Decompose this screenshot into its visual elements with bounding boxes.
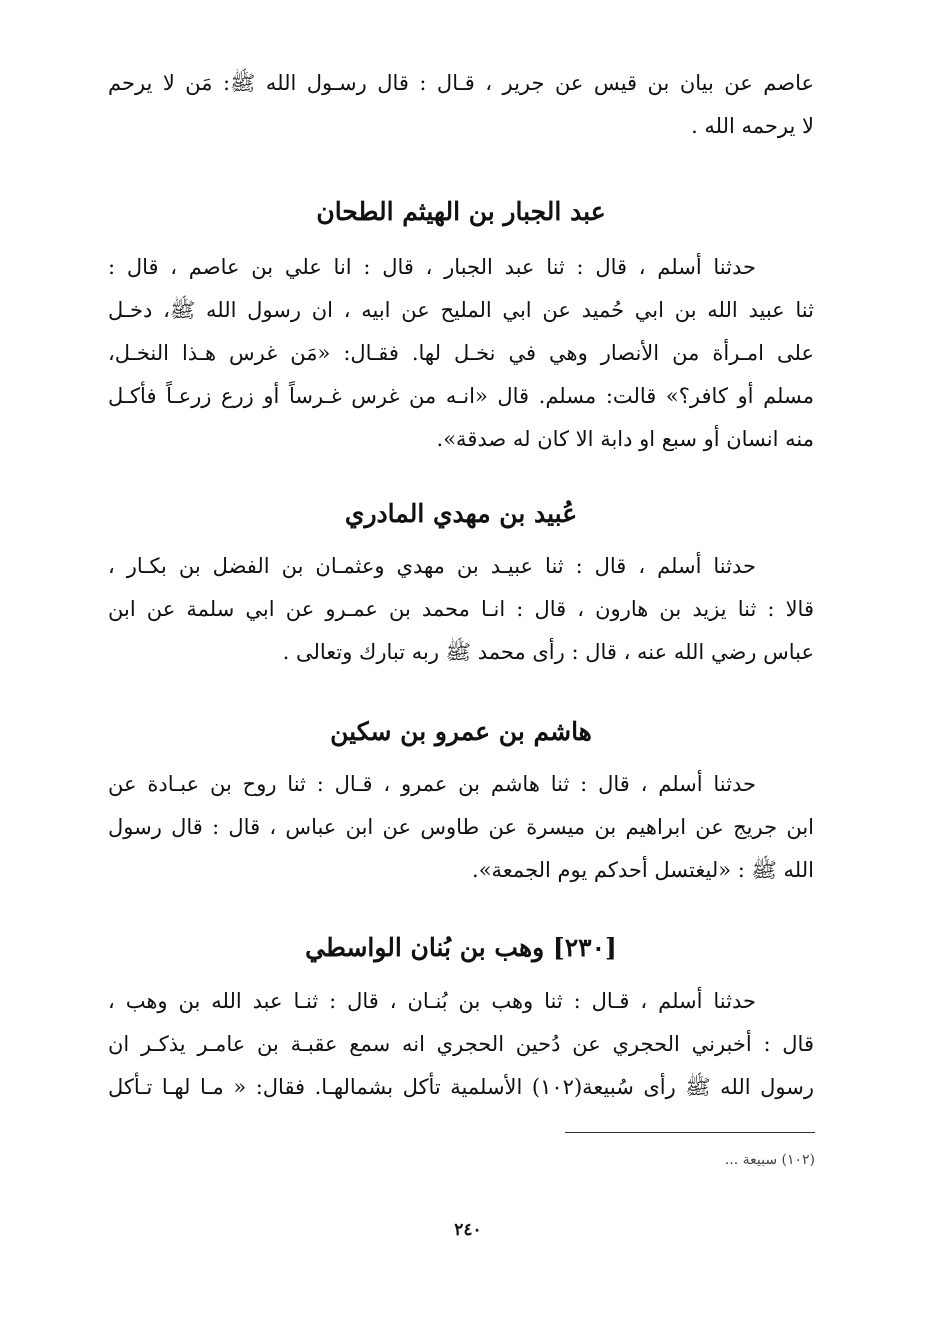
- section-paragraph: [108, 980, 814, 1109]
- text-line: لا يرحمه الله .: [691, 114, 814, 138]
- footnote: (١٠٢) سبيعة ...: [724, 1152, 815, 1168]
- section-heading: عُبيد بن مهدي المادري: [344, 499, 578, 528]
- intro-paragraph: [108, 62, 814, 148]
- text-line: حدثنا أسلم ، قـال : ثنا وهب بن بُنـان ، قال : ثنـا عبد الله بن وهب ،: [108, 989, 756, 1013]
- section-heading: هاشم بن عمرو بن سكين: [330, 717, 592, 746]
- text-line: مسلم أو كافر؟» قالت: مسلم. قال «انـه من غرس غـرساً أو زرع زرعـاً فأكـل: [108, 384, 814, 408]
- text-line: حدثنا أسلم ، قال : ثنا هاشم بن عمرو ، قـال : ثنا روح بن عبـادة عن: [108, 772, 756, 796]
- section-heading: [٢٣٠] وهب بن بُنان الواسطي: [305, 933, 617, 962]
- text-line: ابن جريج عن ابراهيم بن ميسرة عن طاوس عن ابن عباس ، قال : قال رسول: [108, 815, 814, 839]
- text-line: رسول الله ﷺ رأى سُبيعة(١٠٢) الأسلمية تأكل بشمالهـا. فقال: « مـا لهـا تـأكل: [108, 1075, 814, 1099]
- text-line: ثنا عبيد الله بن ابي حُميد عن ابي المليح عن ابيه ، ان رسول الله ﷺ، دخـل: [108, 298, 814, 322]
- text-line: قالا : ثنا يزيد بن هارون ، قال : انـا محمد بن عمـرو عن ابي سلمة عن ابن: [108, 597, 814, 621]
- text-line: حدثنا أسلم ، قال : ثنا عبد الجبار ، قال : انا علي بن عاصم ، قال :: [108, 255, 756, 279]
- section-heading: عبد الجبار بن الهيثم الطحان: [316, 197, 606, 226]
- text-line: قال : أخبرني الحجري عن دُحين الحجري انه سمع عقبـة بن عامـر يذكـر ان: [108, 1032, 814, 1056]
- section-paragraph: [108, 545, 814, 674]
- text-line: الله ﷺ : «ليغتسل أحدكم يوم الجمعة».: [472, 858, 814, 882]
- footnote-divider: [565, 1132, 815, 1133]
- text-line: على امـرأة من الأنصار وهي في نخـل لها. فقـال: «مَن غرس هـذا النخـل،: [108, 341, 814, 365]
- text-line: عاصم عن بيان بن قيس عن جرير ، قـال : قال رسـول الله ﷺ: مَن لا يرحم: [108, 71, 814, 95]
- section-paragraph: [108, 246, 814, 461]
- text-line: عباس رضي الله عنه ، قال : رأى محمد ﷺ ربه تبارك وتعالى .: [282, 640, 814, 664]
- text-line: حدثنا أسلم ، قال : ثنا عبيـد بن مهدي وعثمـان بن الفضل بن بكـار ،: [108, 554, 756, 578]
- text-line: منه انسان أو سبع او دابة الا كان له صدقة».: [436, 427, 814, 451]
- page-number: ٢٤٠: [454, 1220, 482, 1240]
- section-paragraph: [108, 763, 814, 892]
